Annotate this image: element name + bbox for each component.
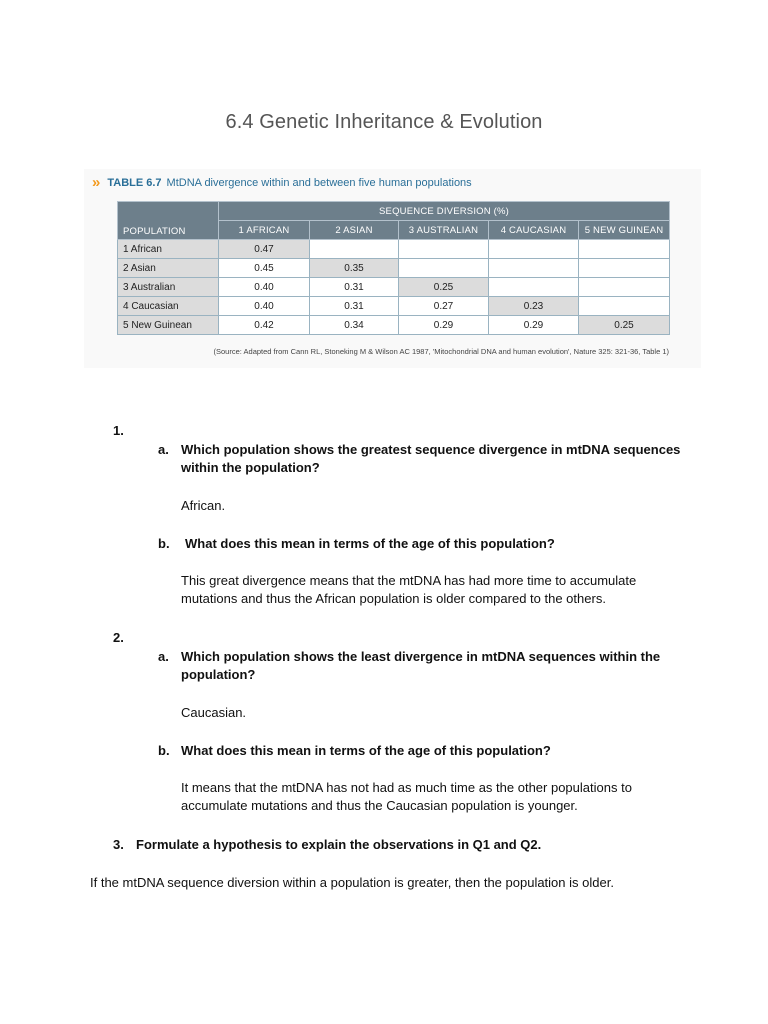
table-cell (579, 259, 670, 278)
table-cell (489, 240, 579, 259)
table-row (118, 316, 670, 335)
table-cell (310, 240, 399, 259)
table-cell: 0.31 (310, 297, 399, 316)
table-cell: 0.40 (219, 278, 310, 297)
table-cell (579, 297, 670, 316)
answer-1a: African. (181, 498, 226, 513)
table-number: TABLE 6.7 (107, 177, 162, 189)
table-cell: 0.40 (219, 297, 310, 316)
question-2a-text: Which population shows the least divergence in mtDNA sequences within the population? (181, 649, 661, 682)
answer-3: If the mtDNA sequence diversion within a population is greater, then the population is older. (90, 875, 614, 890)
question-1a-text: Which population shows the greatest sequence divergence in mtDNA sequences within the population? (181, 442, 681, 475)
column-header: 4 CAUCASIAN (489, 221, 579, 240)
question-2-number: 2. (113, 630, 124, 645)
question-1b-text: What does this mean in terms of the age of this population? (185, 536, 555, 551)
table-cell: 0.47 (219, 240, 310, 259)
answer-2b: It means that the mtDNA has not had as much time as the other populations to accumulate mutations and thus the Caucasian population is younger. (181, 780, 632, 813)
table-cell (489, 259, 579, 278)
question-3-text: Formulate a hypothesis to explain the observations in Q1 and Q2. (136, 837, 542, 852)
table-cell: 0.25 (579, 316, 670, 335)
table-row (118, 297, 670, 316)
answer-2a: Caucasian. (181, 705, 247, 720)
chevron-right-icon: » (92, 174, 100, 191)
table-cell: 0.29 (399, 316, 489, 335)
column-header: 3 AUSTRALIAN (399, 221, 489, 240)
table-cell: 0.27 (399, 297, 489, 316)
table-cell: 0.35 (310, 259, 399, 278)
table-cell (489, 278, 579, 297)
question-1b-marker: b. (158, 536, 170, 551)
table-caption: MtDNA divergence within and between five human populations (166, 177, 472, 189)
population-label: 3 Australian (118, 278, 219, 297)
table-cell: 0.42 (219, 316, 310, 335)
population-label: 1 African (118, 240, 219, 259)
column-header: 2 ASIAN (310, 221, 399, 240)
table-row (118, 240, 670, 259)
table-cell (579, 278, 670, 297)
question-2b-text: What does this mean in terms of the age of this population? (181, 743, 551, 758)
column-header: 5 NEW GUINEAN (579, 221, 670, 240)
table-row (118, 259, 670, 278)
table-cell: 0.25 (399, 278, 489, 297)
population-label: 4 Caucasian (118, 297, 219, 316)
table-cell: 0.45 (219, 259, 310, 278)
question-1a-marker: a. (158, 442, 169, 457)
page-title: 6.4 Genetic Inheritance & Evolution (225, 111, 543, 133)
column-header: 1 AFRICAN (219, 221, 310, 240)
population-header: POPULATION (118, 202, 219, 240)
table-source: (Source: Adapted from Cann RL, Stoneking M & Wilson AC 1987, 'Mitochondrial DNA and human evolution', Nature 325: 321-36, Table 1) (213, 347, 669, 356)
table-figure (84, 169, 701, 368)
question-2b-marker: b. (158, 743, 170, 758)
table-row (118, 278, 670, 297)
population-label: 2 Asian (118, 259, 219, 278)
table-cell (399, 240, 489, 259)
table-cell (399, 259, 489, 278)
answer-1b: This great divergence means that the mtDNA has had more time to accumulate mutations and thus the African population is older compared to the others. (181, 573, 637, 606)
table-cell: 0.34 (310, 316, 399, 335)
table-cell (579, 240, 670, 259)
table-cell: 0.23 (489, 297, 579, 316)
table-cell: 0.31 (310, 278, 399, 297)
table-header (92, 174, 472, 191)
table-cell: 0.29 (489, 316, 579, 335)
divergence-table (117, 201, 670, 335)
population-label: 5 New Guinean (118, 316, 219, 335)
sequence-diversion-header: SEQUENCE DIVERSION (%) (219, 202, 670, 221)
question-2a-marker: a. (158, 649, 169, 664)
question-1-number: 1. (113, 423, 124, 438)
question-3-number: 3. (113, 837, 124, 852)
